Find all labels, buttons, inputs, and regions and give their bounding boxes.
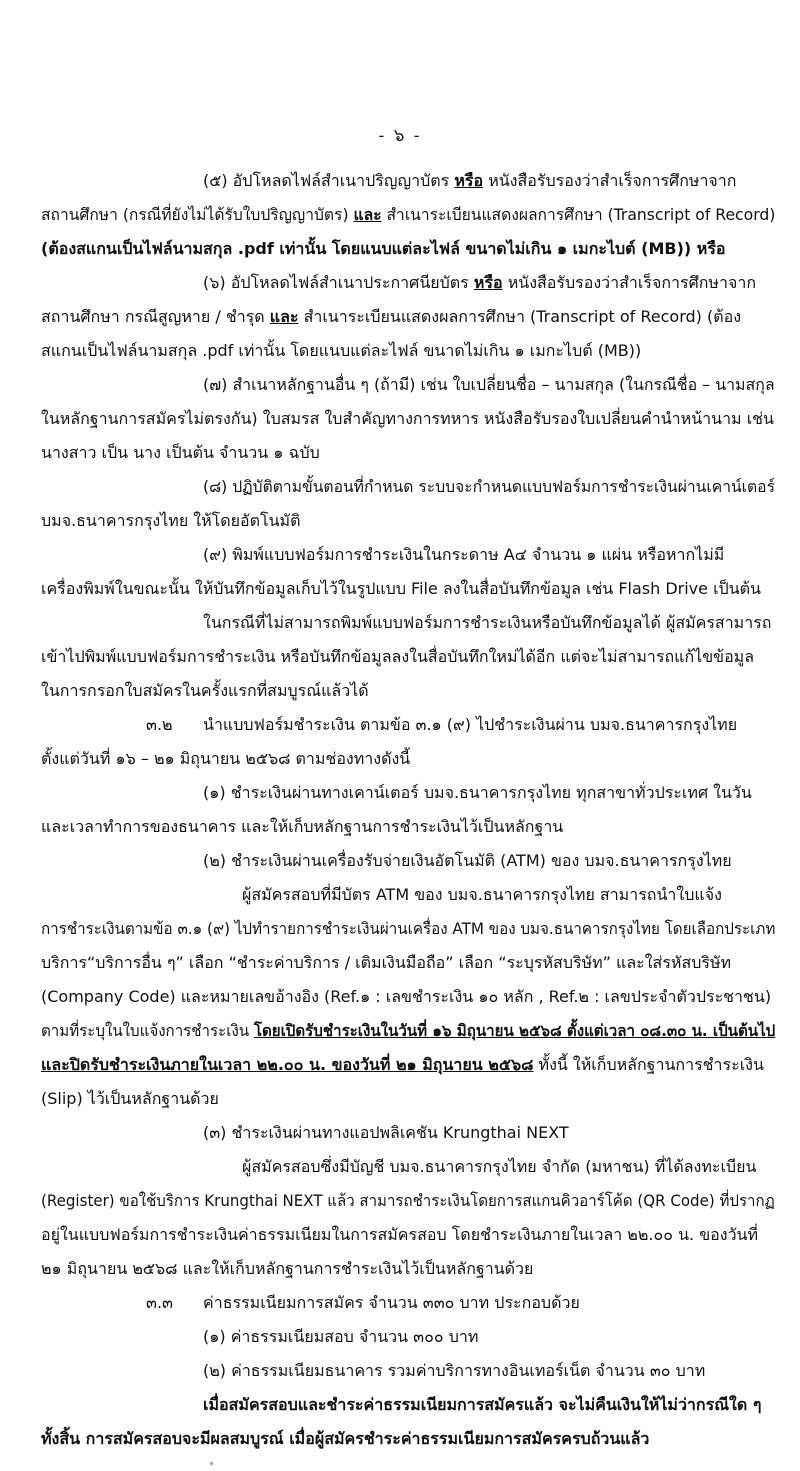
paragraph-line: (๙) พิมพ์แบบฟอร์มการชำระเงินในกระดาษ A๔ จำนวน ๑ แผ่น หรือหากไม่มี <box>203 545 725 564</box>
paragraph-line: (๑) ค่าธรรมเนียมสอบ จำนวน ๓๐๐ บาท <box>203 1327 479 1346</box>
paragraph-line: (Company Code) และหมายเลขอ้างอิง (Ref.๑ : เลขชำระเงิน ๑๐ หลัก , Ref.๒ : เลขประจำตัวประชาชน) <box>41 987 772 1006</box>
page-number: - ๖ - <box>378 126 422 146</box>
paragraph-line <box>203 269 756 297</box>
paragraph-line: (Slip) ไว้เป็นหลักฐานด้วย <box>41 1089 219 1108</box>
paragraph-line: ทั้งสิ้น การสมัครสอบจะมีผลสมบูรณ์ เมื่อผู้สมัครชำระค่าธรรมเนียมการสมัครครบถ้วนแล้ว <box>41 1429 650 1448</box>
text-run: สำเนาระเบียนแสดงผลการศึกษา (Transcript of Record) (ต้อง <box>303 307 742 326</box>
text-run: ทั้งนี้ ให้เก็บหลักฐานการชำระเงิน <box>538 1055 764 1074</box>
paragraph-line <box>203 167 736 195</box>
paragraph-line: (๒) ชำระเงินผ่านเครื่องรับจ่ายเงินอัตโนมัติ (ATM) ของ บมจ.ธนาคารกรุงไทย <box>203 851 732 870</box>
emphasis-or: หรือ <box>454 171 484 190</box>
paragraph-line: เข้าไปพิมพ์แบบฟอร์มการชำระเงิน หรือบันทึกข้อมูลลงในสื่อบันทึกใหม่ได้อีก แต่จะไม่สามารถแก้ไขข้อมูล <box>41 647 755 666</box>
paragraph-line: อยู่ในแบบฟอร์มการชำระเงินค่าธรรมเนียมในการสมัครสอบ โดยชำระเงินภายในเวลา ๒๒.๐๐ น. ของวันที่ <box>41 1225 759 1244</box>
emphasis-or: หรือ <box>473 273 503 292</box>
emphasis-payment-open: โดยเปิดรับชำระเงินในวันที่ ๑๖ มิถุนายน ๒๕๖๘ ตั้งแต่เวลา ๐๘.๓๐ น. เป็นต้นไป <box>253 1021 776 1040</box>
paragraph-line: (Register) ขอใช้บริการ Krungthai NEXT แล้ว สามารถชำระเงินโดยการสแกนคิวอาร์โค้ด (QR Code) ที่ปรากฏ <box>41 1191 775 1210</box>
text-run: (๖) อัปโหลดไฟล์สำเนาประกาศนียบัตร <box>203 273 469 292</box>
paragraph-line <box>41 1017 775 1045</box>
paragraph-line: (๑) ชำระเงินผ่านทางเคาน์เตอร์ บมจ.ธนาคารกรุงไทย ทุกสาขาทั่วประเทศ ในวัน <box>203 783 752 802</box>
paragraph-line: และเวลาทำการของธนาคาร และให้เก็บหลักฐานการชำระเงินไว้เป็นหลักฐาน <box>41 817 564 836</box>
text-run: หนังสือรับรองว่าสำเร็จการศึกษาจาก <box>507 273 756 292</box>
paragraph-line <box>41 201 775 229</box>
text-run: สถานศึกษา กรณีสูญหาย / ชำรุด <box>41 307 265 326</box>
paragraph-line: ตั้งแต่วันที่ ๑๖ – ๒๑ มิถุนายน ๒๕๖๘ ตามช่องทางดังนี้ <box>41 749 411 768</box>
paragraph-line: ในการกรอกใบสมัครในครั้งแรกที่สมบูรณ์แล้วได้ <box>41 681 369 700</box>
paragraph-line: การชำระเงินตามข้อ ๓.๑ (๙) ไปทำรายการชำระเงินผ่านเครื่อง ATM ของ บมจ.ธนาคารกรุงไทย โดยเลือกประเภท <box>41 919 776 938</box>
paragraph-line: เครื่องพิมพ์ในขณะนั้น ให้บันทึกข้อมูลเก็บไว้ในรูปแบบ File ลงในสื่อบันทึกข้อมูล เช่น Flash Drive เป็นต้น <box>41 579 761 598</box>
paragraph-line: สแกนเป็นไฟล์นามสกุล .pdf เท่านั้น โดยแนบแต่ละไฟล์ ขนาดไม่เกิน ๑ เมกะไบต์ (MB)) <box>41 341 642 360</box>
text-run: สถานศึกษา (กรณีที่ยังไม่ได้รับใบปริญญาบัตร) <box>41 205 349 224</box>
paragraph-line: ค่าธรรมเนียมการสมัคร จำนวน ๓๓๐ บาท ประกอบด้วย <box>203 1293 580 1312</box>
paragraph-line: นำแบบฟอร์มชำระเงิน ตามข้อ ๓.๑ (๙) ไปชำระเงินผ่าน บมจ.ธนาคารกรุงไทย <box>203 715 738 734</box>
paragraph-line: ๒๑ มิถุนายน ๒๕๖๘ และให้เก็บหลักฐานการชำระเงินไว้เป็นหลักฐานด้วย <box>41 1259 534 1278</box>
paragraph-line: (๘) ปฏิบัติตามขั้นตอนที่กำหนด ระบบจะกำหนดแบบฟอร์มการชำระเงินผ่านเคาน์เตอร์ <box>203 477 775 496</box>
text-run: หนังสือรับรองว่าสำเร็จการศึกษาจาก <box>488 171 737 190</box>
paragraph-line: (๒) ค่าธรรมเนียมธนาคาร รวมค่าบริการทางอินเทอร์เน็ต จำนวน ๓๐ บาท <box>203 1361 706 1380</box>
scan-speck <box>210 1462 213 1465</box>
paragraph-line: ในหลักฐานการสมัครไม่ตรงกัน) ใบสมรส ใบสำคัญทางการทหาร หนังสือรับรองใบเปลี่ยนคำนำหน้านาม เช่น <box>41 409 774 428</box>
section-number: ๓.๓ <box>146 1293 173 1312</box>
paragraph-line <box>41 303 741 331</box>
paragraph-line: เมื่อสมัครสอบและชำระค่าธรรมเนียมการสมัครแล้ว จะไม่คืนเงินให้ไม่ว่ากรณีใด ๆ <box>203 1395 762 1414</box>
paragraph-line: ในกรณีที่ไม่สามารถพิมพ์แบบฟอร์มการชำระเงินหรือบันทึกข้อมูลได้ ผู้สมัครสามารถ <box>203 613 772 632</box>
emphasis-and: และ <box>353 205 382 224</box>
text-run: (๕) อัปโหลดไฟล์สำเนาปริญญาบัตร <box>203 171 450 190</box>
paragraph-line: (๗) สำเนาหลักฐานอื่น ๆ (ถ้ามี) เช่น ใบเปลี่ยนชื่อ – นามสกุล (ในกรณีชื่อ – นามสกุล <box>203 375 775 394</box>
paragraph-line: (๓) ชำระเงินผ่านทางแอปพลิเคชัน Krungthai NEXT <box>203 1123 569 1142</box>
section-number: ๓.๒ <box>146 715 173 734</box>
paragraph-line: ผู้สมัครสอบซึ่งมีบัญชี บมจ.ธนาคารกรุงไทย จำกัด (มหาชน) ที่ได้ลงทะเบียน <box>242 1157 757 1176</box>
paragraph-line: นางสาว เป็น นาง เป็นต้น จำนวน ๑ ฉบับ <box>41 443 320 462</box>
emphasis-payment-close: และปิดรับชำระเงินภายในเวลา ๒๒.๐๐ น. ของวันที่ ๒๑ มิถุนายน ๒๕๖๘ <box>41 1055 534 1074</box>
paragraph-line: บริการ“บริการอื่น ๆ” เลือก “ชำระค่าบริการ / เติมเงินมือถือ” เลือก “ระบุรหัสบริษัท” และใส่รหัสบริษัท <box>41 953 732 972</box>
emphasis-and: และ <box>269 307 299 326</box>
paragraph-line: ผู้สมัครสอบที่มีบัตร ATM ของ บมจ.ธนาคารกรุงไทย สามารถนำใบแจ้ง <box>242 885 722 904</box>
paragraph-line <box>41 1051 764 1079</box>
text-run: ตามที่ระบุในใบแจ้งการชำระเงิน <box>41 1021 250 1040</box>
paragraph-line: บมจ.ธนาคารกรุงไทย ให้โดยอัตโนมัติ <box>41 511 301 530</box>
paragraph-line: (ต้องสแกนเป็นไฟล์นามสกุล .pdf เท่านั้น โดยแนบแต่ละไฟล์ ขนาดไม่เกิน ๑ เมกะไบต์ (MB)) หรือ <box>41 239 726 258</box>
text-run: สำเนาระเบียนแสดงผลการศึกษา (Transcript of Record) <box>386 205 776 224</box>
